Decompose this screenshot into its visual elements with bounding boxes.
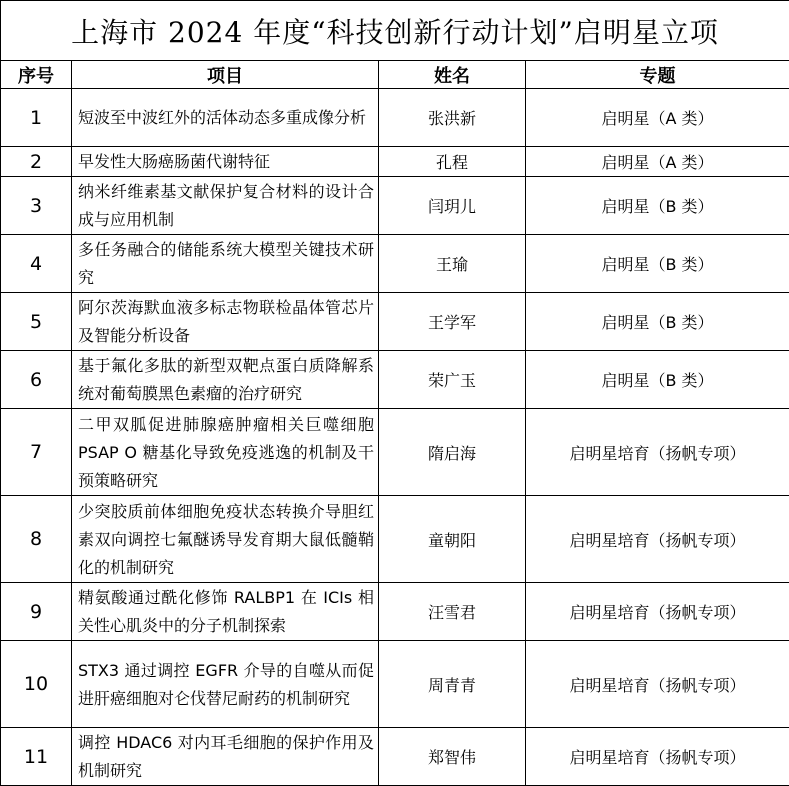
table-row <box>1 147 789 177</box>
row-project: 少突胶质前体细胞免疫状态转换介导胆红素双向调控七氟醚诱导发育期大鼠低髓鞘化的机制研究 <box>72 496 379 583</box>
row-name: 王学军 <box>379 293 526 351</box>
row-project: 调控 HDAC6 对内耳毛细胞的保护作用及机制研究 <box>72 728 379 786</box>
row-topic: 启明星培育（扬帆专项） <box>526 409 789 496</box>
row-index: 2 <box>1 147 72 177</box>
header-index: 序号 <box>1 61 72 89</box>
table-row <box>1 177 789 235</box>
row-project: 精氨酸通过酰化修饰 RALBP1 在 ICIs 相关性心肌炎中的分子机制探索 <box>72 583 379 641</box>
table-row <box>1 728 789 786</box>
row-project: STX3 通过调控 EGFR 介导的自噬从而促进肝癌细胞对仑伐替尼耐药的机制研究 <box>72 641 379 728</box>
table-row <box>1 351 789 409</box>
table-row <box>1 409 789 496</box>
row-topic: 启明星培育（扬帆专项） <box>526 583 789 641</box>
row-name: 荣广玉 <box>379 351 526 409</box>
row-name: 童朝阳 <box>379 496 526 583</box>
header-row <box>1 61 789 89</box>
row-project: 多任务融合的储能系统大模型关键技术研究 <box>72 235 379 293</box>
row-topic: 启明星培育（扬帆专项） <box>526 728 789 786</box>
row-name: 周青青 <box>379 641 526 728</box>
table-row <box>1 235 789 293</box>
row-topic: 启明星（B 类） <box>526 293 789 351</box>
row-project: 早发性大肠癌肠菌代谢特征 <box>72 147 379 177</box>
row-name: 汪雪君 <box>379 583 526 641</box>
row-topic: 启明星培育（扬帆专项） <box>526 496 789 583</box>
row-topic: 启明星（B 类） <box>526 235 789 293</box>
row-index: 5 <box>1 293 72 351</box>
table-row <box>1 641 789 728</box>
row-name: 闫玥儿 <box>379 177 526 235</box>
row-index: 10 <box>1 641 72 728</box>
row-name: 隋启海 <box>379 409 526 496</box>
header-topic: 专题 <box>526 61 789 89</box>
table-row <box>1 293 789 351</box>
row-project: 阿尔茨海默血液多标志物联检晶体管芯片及智能分析设备 <box>72 293 379 351</box>
table-row <box>1 496 789 583</box>
header-name: 姓名 <box>379 61 526 89</box>
header-project: 项目 <box>72 61 379 89</box>
table-row <box>1 583 789 641</box>
row-topic: 启明星（A 类） <box>526 147 789 177</box>
row-name: 王瑜 <box>379 235 526 293</box>
row-topic: 启明星（B 类） <box>526 351 789 409</box>
row-index: 7 <box>1 409 72 496</box>
row-project: 短波至中波红外的活体动态多重成像分析 <box>72 89 379 147</box>
row-index: 8 <box>1 496 72 583</box>
row-name: 张洪新 <box>379 89 526 147</box>
row-index: 3 <box>1 177 72 235</box>
row-index: 11 <box>1 728 72 786</box>
table-title: 上海市 2024 年度“科技创新行动计划”启明星立项 <box>1 1 789 61</box>
row-project: 纳米纤维素基文献保护复合材料的设计合成与应用机制 <box>72 177 379 235</box>
row-index: 1 <box>1 89 72 147</box>
row-name: 郑智伟 <box>379 728 526 786</box>
row-index: 9 <box>1 583 72 641</box>
row-topic: 启明星（A 类） <box>526 89 789 147</box>
row-index: 4 <box>1 235 72 293</box>
row-name: 孔程 <box>379 147 526 177</box>
row-index: 6 <box>1 351 72 409</box>
row-topic: 启明星（B 类） <box>526 177 789 235</box>
row-project: 二甲双胍促进肺腺癌肿瘤相关巨噬细胞 PSAP O 糖基化导致免疫逃逸的机制及干预策略研究 <box>72 409 379 496</box>
row-project: 基于氟化多肽的新型双靶点蛋白质降解系统对葡萄膜黑色素瘤的治疗研究 <box>72 351 379 409</box>
row-topic: 启明星培育（扬帆专项） <box>526 641 789 728</box>
table-row <box>1 89 789 147</box>
